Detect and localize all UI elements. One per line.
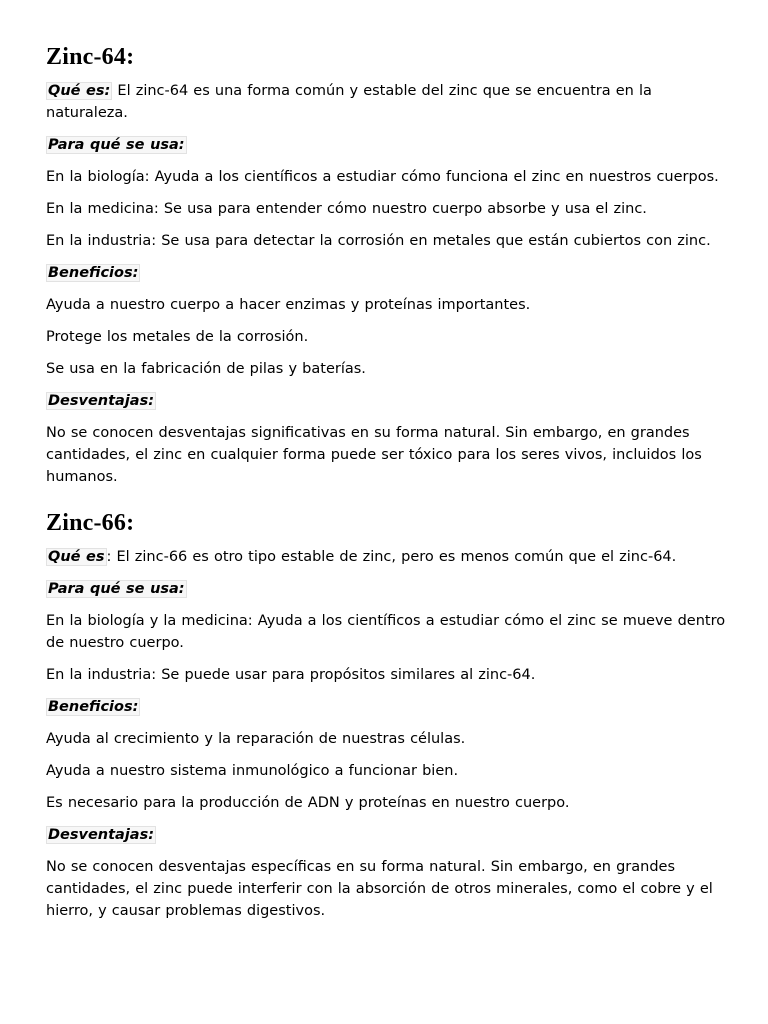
beneficio-item: Ayuda al crecimiento y la reparación de nuestras células. <box>46 731 466 747</box>
section-title: Zinc-64: <box>46 44 135 70</box>
beneficio-item: Se usa en la fabricación de pilas y baterías. <box>46 361 366 377</box>
document-page <box>46 40 736 932</box>
para-que-se-usa-label: Para qué se usa: <box>48 137 185 153</box>
que-es-label: Qué es: <box>48 83 111 99</box>
beneficio-item: Ayuda a nuestro sistema inmunológico a funcionar bien. <box>46 763 459 779</box>
que-es-paragraph <box>46 546 736 568</box>
desventajas-text: No se conocen desventajas significativas en su forma natural. Sin embargo, en grandes cantidades, el zinc en cualquier forma puede ser tóxico para los seres vivos, incluidos los humanos. <box>46 425 702 485</box>
que-es-label: Qué es <box>48 549 105 565</box>
beneficio-item: Protege los metales de la corrosión. <box>46 329 309 345</box>
beneficio-item: Ayuda a nuestro cuerpo a hacer enzimas y proteínas importantes. <box>46 297 531 313</box>
uso-item: En la biología: Ayuda a los científicos a estudiar cómo funciona el zinc en nuestros cuerpos. <box>46 169 719 185</box>
desventajas-heading <box>46 824 736 846</box>
desventajas-heading <box>46 390 736 412</box>
section-title: Zinc-66: <box>46 510 135 536</box>
desventajas-label: Desventajas: <box>48 393 155 409</box>
para-que-se-usa-heading <box>46 134 736 156</box>
uso-item: En la biología y la medicina: Ayuda a los científicos a estudiar cómo el zinc se mueve dentro de nuestro cuerpo. <box>46 613 726 651</box>
desventajas-text: No se conocen desventajas específicas en su forma natural. Sin embargo, en grandes cantidades, el zinc puede interferir con la absorción de otros minerales, como el cobre y el hierro, y causar problemas digestivos. <box>46 859 713 919</box>
que-es-text: : El zinc-66 es otro tipo estable de zinc, pero es menos común que el zinc-64. <box>106 549 677 565</box>
beneficios-label: Beneficios: <box>48 699 139 715</box>
section-zinc-64 <box>46 40 736 488</box>
beneficios-heading <box>46 262 736 284</box>
uso-item: En la medicina: Se usa para entender cómo nuestro cuerpo absorbe y usa el zinc. <box>46 201 647 217</box>
para-que-se-usa-label: Para qué se usa: <box>48 581 185 597</box>
section-zinc-66 <box>46 506 736 922</box>
uso-item: En la industria: Se puede usar para propósitos similares al zinc-64. <box>46 667 536 683</box>
para-que-se-usa-heading <box>46 578 736 600</box>
beneficio-item: Es necesario para la producción de ADN y proteínas en nuestro cuerpo. <box>46 795 570 811</box>
que-es-paragraph <box>46 80 736 124</box>
desventajas-label: Desventajas: <box>48 827 155 843</box>
beneficios-label: Beneficios: <box>48 265 139 281</box>
uso-item: En la industria: Se usa para detectar la corrosión en metales que están cubiertos con zinc. <box>46 233 711 249</box>
que-es-text: El zinc-64 es una forma común y estable del zinc que se encuentra en la naturaleza. <box>46 83 652 121</box>
beneficios-heading <box>46 696 736 718</box>
